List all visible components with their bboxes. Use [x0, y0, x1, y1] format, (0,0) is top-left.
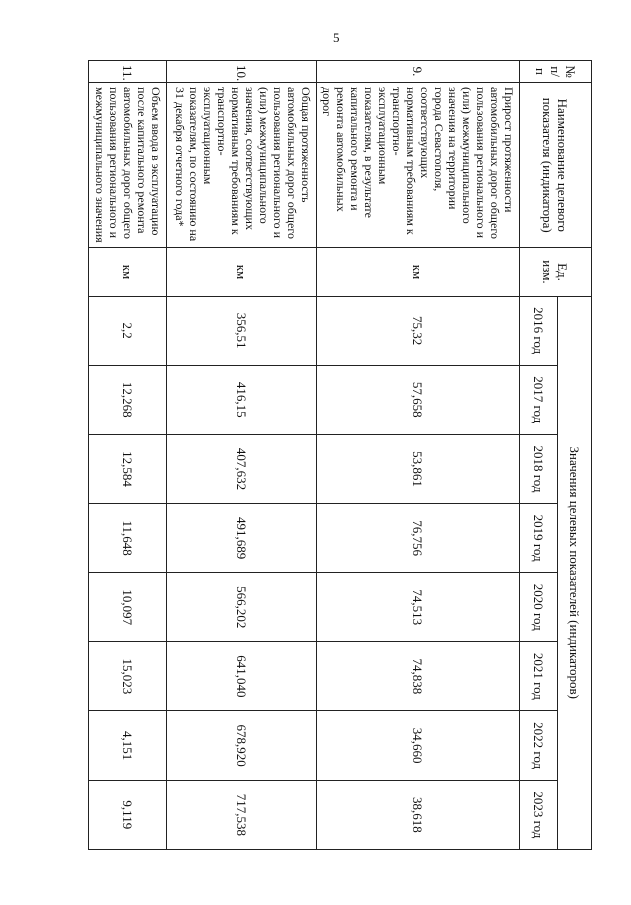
header-year: 2023 год	[520, 780, 558, 849]
value-cell: 34,660	[317, 711, 520, 780]
table-row	[167, 61, 317, 850]
value-cell: 10,097	[89, 573, 167, 642]
header-unit: Ед. изм.	[520, 248, 592, 296]
value-cell: 38,618	[317, 780, 520, 849]
value-cell: 678,920	[167, 711, 317, 780]
value-cell: 74,513	[317, 573, 520, 642]
row-number: 9.	[317, 61, 520, 83]
indicator-table-frame	[93, 60, 592, 850]
header-year: 2016 год	[520, 296, 558, 365]
header-no: № п/п	[520, 61, 592, 83]
value-cell: 491,689	[167, 504, 317, 573]
unit-cell: км	[317, 248, 520, 296]
row-number: 10.	[167, 61, 317, 83]
indicator-name: Объем ввода в эксплуатацию после капитального ремонта автомобильных дорог общего пользования регионального и межмуниципального значения	[89, 83, 167, 248]
value-cell: 74,838	[317, 642, 520, 711]
indicator-name: Прирост протяженности автомобильных дорог общего пользования регионального и (или) межмуниципального значения на территории города Севастополя, соответствующих нормативным требованиям к транспортно-эксплуатационным показателям, в результате капитального ремонта и ремонта автомобильных дорог	[317, 83, 520, 248]
value-cell: 356,51	[167, 296, 317, 365]
value-cell: 12,268	[89, 365, 167, 434]
value-cell: 641,040	[167, 642, 317, 711]
row-number: 11.	[89, 61, 167, 83]
value-cell: 12,584	[89, 434, 167, 503]
value-cell: 4,151	[89, 711, 167, 780]
table-row	[89, 61, 167, 850]
value-cell: 57,658	[317, 365, 520, 434]
header-name: Наименование целевого показателя (индикатора)	[520, 83, 592, 248]
indicator-table	[88, 60, 592, 850]
table-row	[317, 61, 520, 850]
value-cell: 407,632	[167, 434, 317, 503]
header-year: 2021 год	[520, 642, 558, 711]
header-values-group: Значения целевых показателей (индикаторов)	[558, 296, 592, 849]
value-cell: 76,756	[317, 504, 520, 573]
indicator-name: Общая протяженность автомобильных дорог общего пользования регионального и (или) межмуниципального значения, соответствующих нормативным требованиям к транспортно-эксплуатационным показателям, по состоянию на 31 декабря отчетного года*	[167, 83, 317, 248]
header-year: 2020 год	[520, 573, 558, 642]
header-year: 2019 год	[520, 504, 558, 573]
value-cell: 717,538	[167, 780, 317, 849]
header-year: 2022 год	[520, 711, 558, 780]
value-cell: 53,861	[317, 434, 520, 503]
unit-cell: км	[167, 248, 317, 296]
value-cell: 11,648	[89, 504, 167, 573]
value-cell: 15,023	[89, 642, 167, 711]
header-year: 2018 год	[520, 434, 558, 503]
header-year: 2017 год	[520, 365, 558, 434]
value-cell: 9,119	[89, 780, 167, 849]
value-cell: 2,2	[89, 296, 167, 365]
page-number: 5	[333, 30, 340, 45]
value-cell: 566,202	[167, 573, 317, 642]
value-cell: 416,15	[167, 365, 317, 434]
value-cell: 75,32	[317, 296, 520, 365]
unit-cell: км	[89, 248, 167, 296]
